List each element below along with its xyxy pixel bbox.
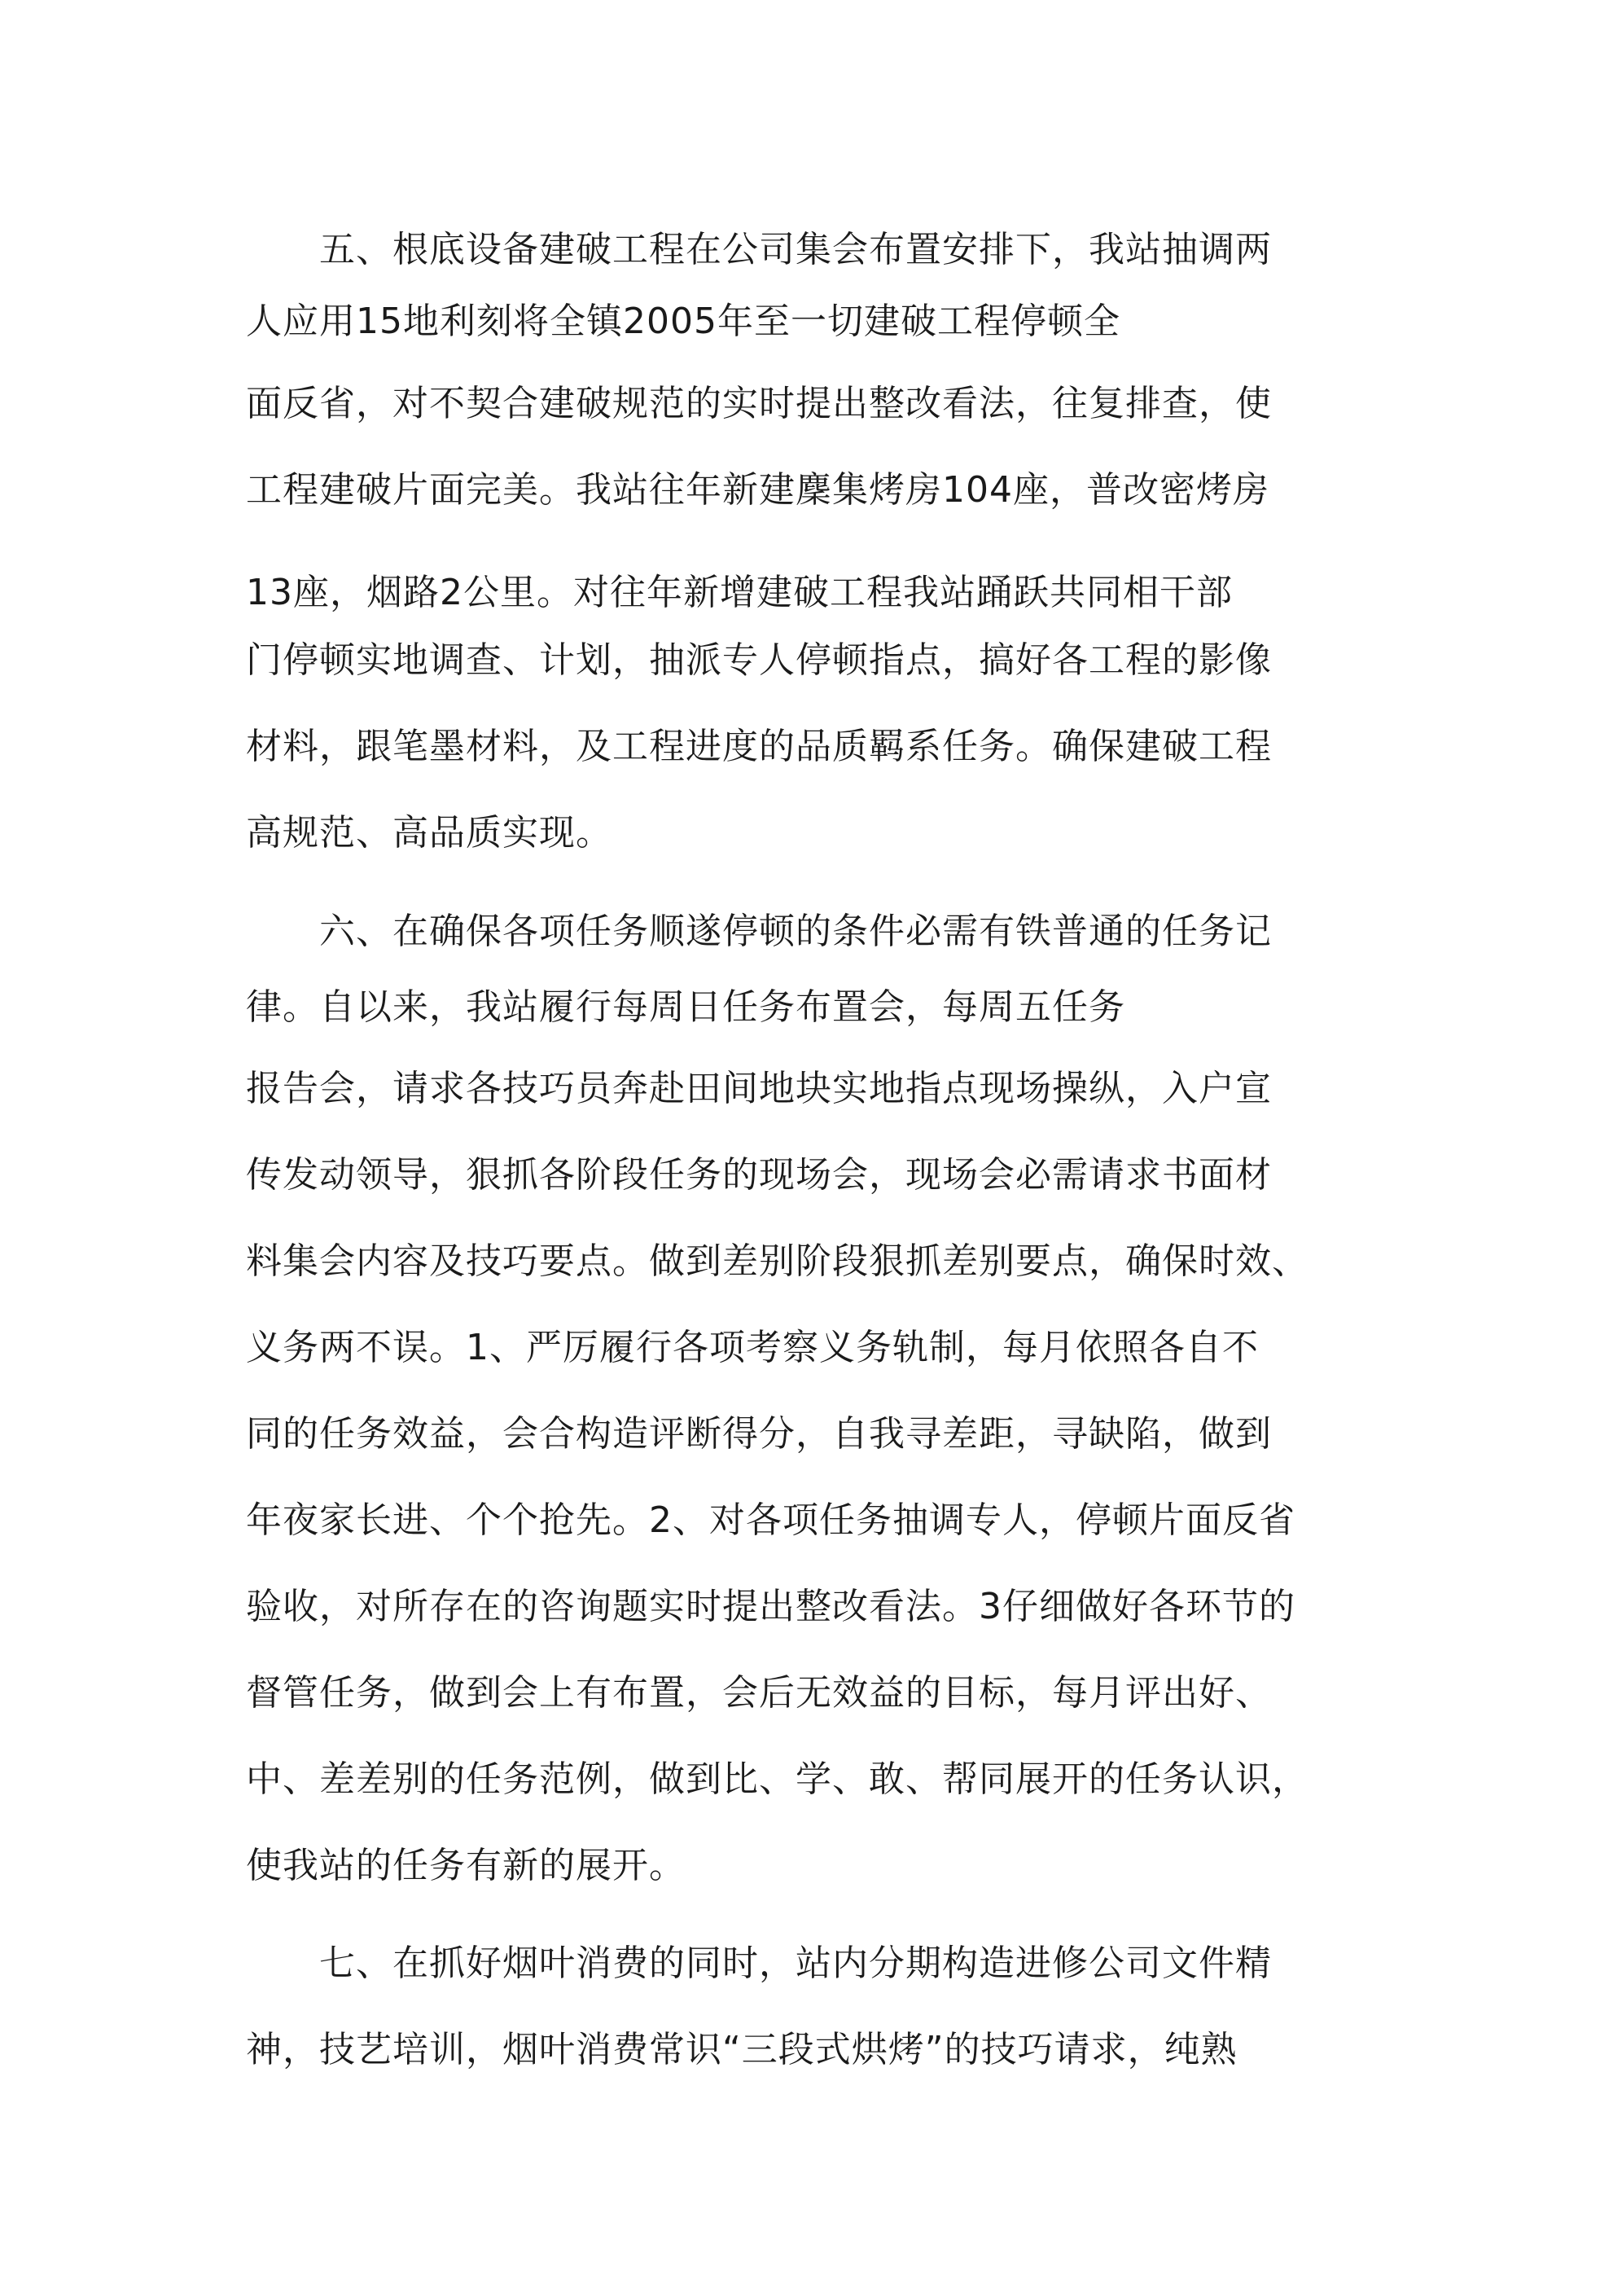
paragraph-5-line-4: 工程建破片面完美。我站往年新建麇集烤房104座，普改密烤房 [246, 469, 1269, 511]
paragraph-6-line-1: 六、在确保各项任务顺遂停顿的条件必需有铁普通的任务记 [319, 911, 1272, 952]
paragraph-5-line-8: 高规范、高品质实现。 [246, 812, 612, 854]
paragraph-6-line-12: 使我站的任务有新的展开。 [246, 1845, 686, 1886]
paragraph-7-line-1: 七、在抓好烟叶消费的同时，站内分期构造进修公司文件精 [319, 1943, 1272, 1984]
paragraph-6-line-7: 同的任务效益，会合构造评断得分，自我寻差距，寻缺陷，做到 [246, 1413, 1272, 1455]
paragraph-6-line-2: 律。自以来，我站履行每周日任务布置会，每周五任务 [246, 986, 1125, 1028]
paragraph-7-line-2: 神，技艺培训，烟叶消费常识“三段式烘烤”的技巧请求，纯熟 [246, 2029, 1238, 2070]
paragraph-6-line-9: 验收，对所存在的咨询题实时提出整改看法。3仔细做好各环节的 [246, 1586, 1295, 1627]
paragraph-6-line-4: 传发动领导，狠抓各阶段任务的现场会，现场会必需请求书面材 [246, 1154, 1272, 1196]
paragraph-6-line-8: 年夜家长进、个个抢先。2、对各项任务抽调专人，停顿片面反省 [246, 1499, 1295, 1541]
paragraph-5-line-5: 13座，烟路2公里。对往年新增建破工程我站踊跃共同相干部 [246, 572, 1233, 613]
paragraph-5-line-7: 材料，跟笔墨材料，及工程进度的品质羁系任务。确保建破工程 [246, 726, 1272, 767]
paragraph-6-line-11: 中、差差别的任务范例，做到比、学、敢、帮同展开的任务认识， [246, 1758, 1309, 1800]
paragraph-6-line-6: 义务两不误。1、严厉履行各项考察义务轨制，每月依照各自不 [246, 1327, 1259, 1368]
paragraph-6-line-5: 料集会内容及技巧要点。做到差别阶段狠抓差别要点，确保时效、 [246, 1240, 1309, 1282]
paragraph-6-line-10: 督管任务，做到会上有布置，会后无效益的目标，每月评出好、 [246, 1672, 1272, 1714]
paragraph-6-line-3: 报告会，请求各技巧员奔赴田间地块实地指点现场操纵，入户宣 [246, 1068, 1272, 1109]
paragraph-5-line-2: 人应用15地利刻将全镇2005年至一切建破工程停顿全 [246, 301, 1120, 342]
paragraph-5-line-6: 门停顿实地调查、计划，抽派专人停顿指点，搞好各工程的影像 [246, 639, 1272, 681]
paragraph-5-line-1: 五、根底设备建破工程在公司集会布置安排下，我站抽调两 [319, 229, 1272, 270]
paragraph-5-line-3: 面反省，对不契合建破规范的实时提出整改看法，往复排查，使 [246, 383, 1272, 424]
